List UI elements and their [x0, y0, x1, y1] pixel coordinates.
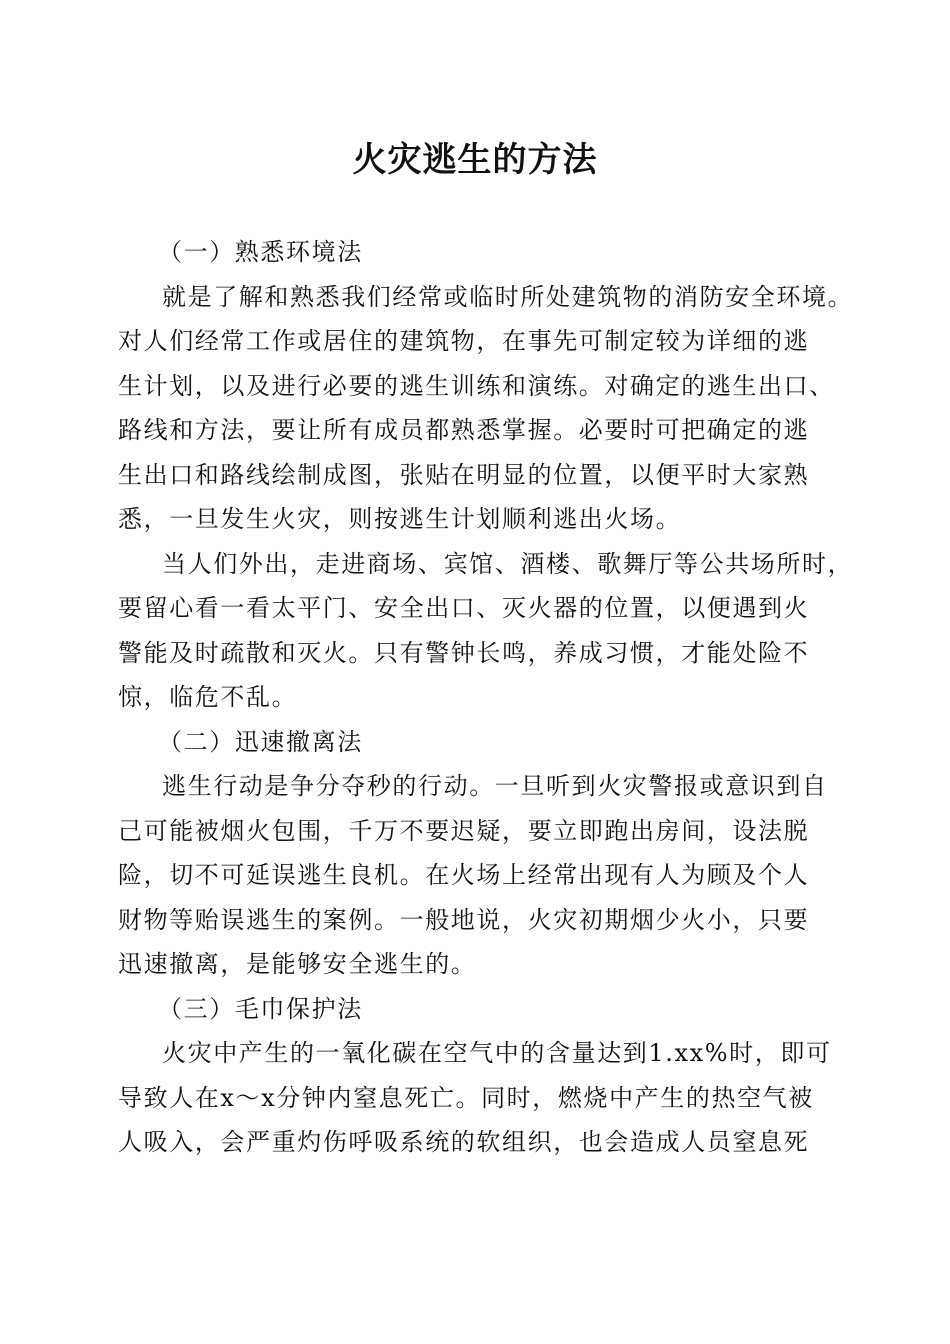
section-heading: （三）毛巾保护法 — [158, 994, 363, 1023]
paragraph-line: 逃生行动是争分夺秒的行动。一旦听到火灾警报或意识到自 — [162, 772, 828, 800]
paragraph-line: 生计划，以及进行必要的逃生训练和演练。对确定的逃生出口、 — [118, 371, 835, 400]
paragraph-line: 路线和方法，要让所有成员都熟悉掌握。必要时可把确定的逃 — [118, 416, 810, 444]
paragraph-line: 惊，临危不乱。 — [118, 683, 298, 711]
paragraph-line: 财物等贻误逃生的案例。一般地说，火灾初期烟少火小，只要 — [118, 905, 810, 934]
paragraph-line: 对人们经常工作或居住的建筑物，在事先可制定较为详细的逃 — [118, 327, 810, 355]
document-body — [118, 232, 854, 1167]
paragraph-line: 生出口和路线绘制成图，张贴在明显的位置，以便平时大家熟 — [118, 460, 810, 489]
paragraph-line: 悉，一旦发生火灾，则按逃生计划顺利逃出火场。 — [118, 505, 682, 533]
paragraph-line: 要留心看一看太平门、安全出口、灭火器的位置，以便遇到火 — [118, 594, 810, 622]
paragraph-line: 就是了解和熟悉我们经常或临时所处建筑物的消防安全环境。 — [162, 282, 854, 311]
paragraph-line: 人吸入，会严重灼伤呼吸系统的软组织，也会造成人员窒息死 — [118, 1128, 810, 1156]
paragraph-line: 警能及时疏散和灭火。只有警钟长鸣，养成习惯，才能处险不 — [118, 638, 810, 667]
section-heading: （二）迅速撤离法 — [158, 727, 363, 756]
section-heading: （一）熟悉环境法 — [158, 238, 363, 266]
paragraph-line: 己可能被烟火包围，千万不要迟疑，要立即跑出房间，设法脱 — [118, 816, 810, 845]
paragraph-line: 险，切不可延误逃生良机。在火场上经常出现有人为顾及个人 — [118, 861, 810, 889]
paragraph-line: 火灾中产生的一氧化碳在空气中的含量达到1.xx%时，即可 — [162, 1039, 832, 1067]
paragraph-line: 迅速撤离，是能够安全逃生的。 — [118, 950, 477, 978]
paragraph-line: 导致人在x～x分钟内窒息死亡。同时，燃烧中产生的热空气被 — [118, 1083, 814, 1112]
document-title: 火灾逃生的方法 — [352, 140, 598, 180]
paragraph-line: 当人们外出，走进商场、宾馆、酒楼、歌舞厅等公共场所时， — [162, 549, 854, 578]
